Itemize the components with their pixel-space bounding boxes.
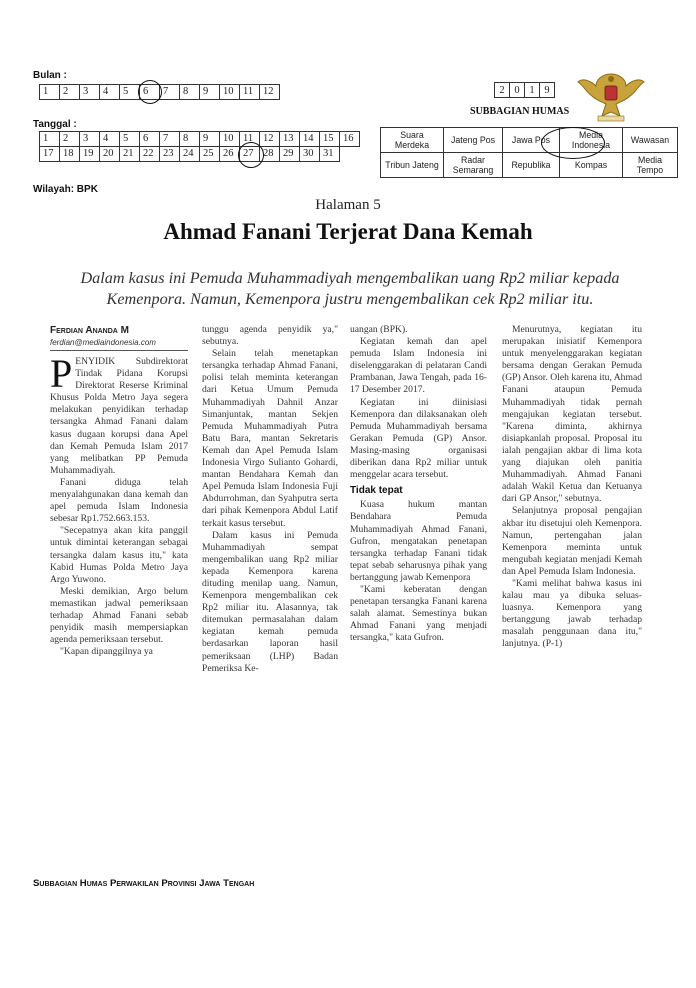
paragraph: tunggu agenda penyidik ya," sebutnya. [202, 324, 338, 348]
day-cell: 2 [60, 132, 80, 147]
day-cell: 17 [40, 147, 60, 162]
year-digit: 2 [495, 83, 510, 98]
paragraph: Selain telah menetapkan tersangka terhadap Ahmad Fanani, polisi telah meminta keterangan dari Ketua Umum Pemuda Muhammadiyah Dahnil Anzar Simanjuntak, mantan Sekjen Pemuda Muhammadiyah Putra Batu Bara, mantan Sekretaris Kemah dan Apel Pemuda Islam Indonesia Virgo Sulianto Gohardi, mantan Bendahara Kemah dan Apel Pemuda Islam Indonesia Fuji Abdurrohman, dan Syahputra serta dari pihak Kemenpora Abdul Latif terkait kasus tersebut. [202, 348, 338, 529]
media-cell: Media Indonesia [560, 128, 623, 153]
subheading: Tidak tepat [350, 485, 403, 497]
media-cell: Kompas [560, 153, 623, 178]
day-cell: 8 [180, 132, 200, 147]
tanggal-label: Tanggal : [33, 119, 77, 130]
day-cell: 28 [260, 147, 280, 162]
author-email: ferdian@mediaindonesia.com [50, 338, 156, 347]
day-cell: 14 [300, 132, 320, 147]
day-cell: 10 [220, 132, 240, 147]
paragraph: Selanjutnya proposal pengajian akbar itu disetujui oleh Kemenpora. Namun, pertengahan jalan Kemenpora meminta untuk mengubah kegiatan menjadi Kemah dan Apel Pemuda Islam Indonesia. [502, 505, 642, 577]
article-column-2 [202, 324, 338, 675]
month-cell: 9 [200, 85, 220, 100]
media-cell: Media Tempo [623, 153, 678, 178]
day-cell: 20 [100, 147, 120, 162]
year-digit: 1 [525, 83, 540, 98]
month-cell: 3 [80, 85, 100, 100]
paragraph: "Kami melihat bahwa kasus ini kalau mau ya dibuka seluas-luasnya. Kemenpora yang bertanggung jawab terhadap masalah penggunaan dana itu," lanjutnya. (P-1) [502, 577, 642, 650]
day-cell: 30 [300, 147, 320, 162]
footer-unit: Subbagian Humas Perwakilan Provinsi Jawa Tengah [33, 878, 255, 889]
media-cell: Suara Merdeka [381, 128, 444, 153]
day-cell: 1 [40, 132, 60, 147]
day-cell: 19 [80, 147, 100, 162]
day-cell: 9 [200, 132, 220, 147]
author-name: Ferdian Ananda M [50, 325, 129, 336]
month-cell: 10 [220, 85, 240, 100]
day-cell: 12 [260, 132, 280, 147]
day-cell: 27 [240, 147, 260, 162]
article-column-1 [50, 351, 188, 658]
paragraph: Fanani diduga telah menyalahgunakan dana kemah dan apel pemuda Islam Indonesia sebesar Rp1.752.663.153. [50, 476, 188, 525]
day-cell: 18 [60, 147, 80, 162]
day-cell: 16 [340, 132, 360, 147]
selected-media-circle [541, 127, 605, 159]
paragraph: Menurutnya, kegiatan itu merupakan inisiatif Kemenpora untuk menyelenggarakan kegiatan bersama dengan Gerakan Pemuda (GP) Ansor. Oleh karena itu, Ahmad Fanani ataupun Pemuda Muhammadiyah tidak pernah mengajukan kegiatan tersebut. "Karena diminta, akhirnya disiapkanlah proposal. Proposal itu ialah pengajian akbar di lima kota yang diajukan oleh panitia Muhammadiyah. Ahmad Fanani adalah Wakil Ketua dan Ketuanya dari GP Ansor," sebutnya. [502, 324, 642, 505]
day-cell: 31 [320, 147, 340, 162]
paragraph: "Secepatnya akan kita panggil untuk dimintai keterangan sebagai tersangka dalam kasus itu," kata Kabid Humas Polda Metro Jaya Argo Yuwono. [50, 525, 188, 585]
wilayah-label: Wilayah: BPK [33, 184, 98, 195]
day-cell: 5 [120, 132, 140, 147]
paragraph: uangan (BPK). [350, 324, 408, 335]
month-cell: 1 [40, 85, 60, 100]
drop-cap: P [50, 351, 73, 396]
year-digit: 9 [540, 83, 555, 98]
month-cell: 7 [160, 85, 180, 100]
garuda-emblem-icon [576, 66, 646, 124]
media-cell: Radar Semarang [444, 153, 503, 178]
day-cell: 23 [160, 147, 180, 162]
paragraph: ENYIDIK Subdirektorat Tindak Pidana Korupsi Direktorat Reserse Kriminal Khusus Polda Metro Jaya segera melakukan penyidikan terhadap tersangka Ahmad Fanani dalam kasus dugaan korupsi dana Apel dan Kemah Pemuda Islam 2017 yang melibatkan PP Pemuda Muhammadiyah. [50, 356, 188, 476]
day-cell: 4 [100, 132, 120, 147]
article-column-3 [350, 324, 487, 644]
article-column-4 [502, 324, 642, 651]
day-cell: 22 [140, 147, 160, 162]
article-title: Ahmad Fanani Terjerat Dana Kemah [163, 219, 533, 244]
selected-day-circle [238, 142, 264, 168]
day-cell: 15 [320, 132, 340, 147]
month-cell: 8 [180, 85, 200, 100]
year-box [494, 82, 555, 98]
day-grid [39, 131, 360, 162]
month-cell: 5 [120, 85, 140, 100]
bulan-label: Bulan : [33, 70, 67, 81]
paragraph: Kuasa hukum mantan Bendahara Pemuda Muhammadiyah Ahmad Fanani, Gufron, mengatakan penetapan tersangka terhadap Fanani tidak tepat sebab seharusnya pihak yang bertanggung jawab Kemenpora [350, 499, 487, 583]
day-cell: 13 [280, 132, 300, 147]
month-cell: 4 [100, 85, 120, 100]
month-cell: 12 [260, 85, 280, 100]
day-cell: 26 [220, 147, 240, 162]
day-cell: 29 [280, 147, 300, 162]
paragraph: Dalam kasus ini Pemuda Muhammadiyah sempat mengembalikan uang Rp2 miliar kepada Kemenpora karena dituding menilap uang. Namun, Kemenpora mengembalikan cek Rp2 miliar itu. Alasannya, tak ditemukan permasalahan dalam kegiatan kemah pemuda berdasarkan laporan hasil pemeriksaan (LHP) Badan Pemeriksa Ke- [202, 529, 338, 674]
month-cell: 11 [240, 85, 260, 100]
day-cell: 24 [180, 147, 200, 162]
day-cell: 3 [80, 132, 100, 147]
media-cell: Jateng Pos [444, 128, 503, 153]
day-cell: 21 [120, 147, 140, 162]
page-number: Halaman 5 [315, 197, 381, 213]
selected-month-circle [138, 80, 162, 104]
month-cell: 6 [140, 85, 160, 100]
paragraph: "Kapan dipanggilnya ya [60, 646, 153, 658]
day-cell: 7 [160, 132, 180, 147]
media-cell: Jawa Pos [503, 128, 560, 153]
paragraph: Meski demikian, Argo belum memastikan jadwal pemeriksaan terhadap Ahmad Fanani sebab penyidik masih mempersiapkan agenda pemeriksaan tersebut. [50, 585, 188, 646]
day-cell: 11 [240, 132, 260, 147]
day-cell: 25 [200, 147, 220, 162]
media-cell: Republika [503, 153, 560, 178]
day-cell: 6 [140, 132, 160, 147]
media-cell: Wawasan [623, 128, 678, 153]
article-lead: Dalam kasus ini Pemuda Muhammadiyah mengembalikan uang Rp2 miliar kepada Kemenpora. Namun, Kemenpora justru mengembalikan cek Rp2 miliar itu. [80, 269, 620, 308]
paragraph: "Kami keberatan dengan penetapan tersangka Fanani karena salah alamat. Semestinya bukan Ahmad Fanani yang menjadi tersangka," kata Gufron. [350, 583, 487, 644]
media-cell: Tribun Jateng [381, 153, 444, 178]
paragraph: Kegiatan ini diinisiasi Kemenpora dan dilaksanakan oleh Pemuda Muhammadiyah bersama Gerakan Pemuda (GP) Ansor. Masing-masing organisasi diberikan dana Rp2 miliar untuk menggelar acara tersebut. [350, 396, 487, 481]
year-digit: 0 [510, 83, 525, 98]
media-table [380, 127, 678, 178]
month-cell: 2 [60, 85, 80, 100]
paragraph: Kegiatan kemah dan apel pemuda Islam Indonesia ini diselenggarakan di pelataran Candi Prambanan, Jawa Tengah, pada 16-17 Desember 2017. [350, 336, 487, 396]
unit-label: SUBBAGIAN HUMAS [470, 106, 570, 117]
